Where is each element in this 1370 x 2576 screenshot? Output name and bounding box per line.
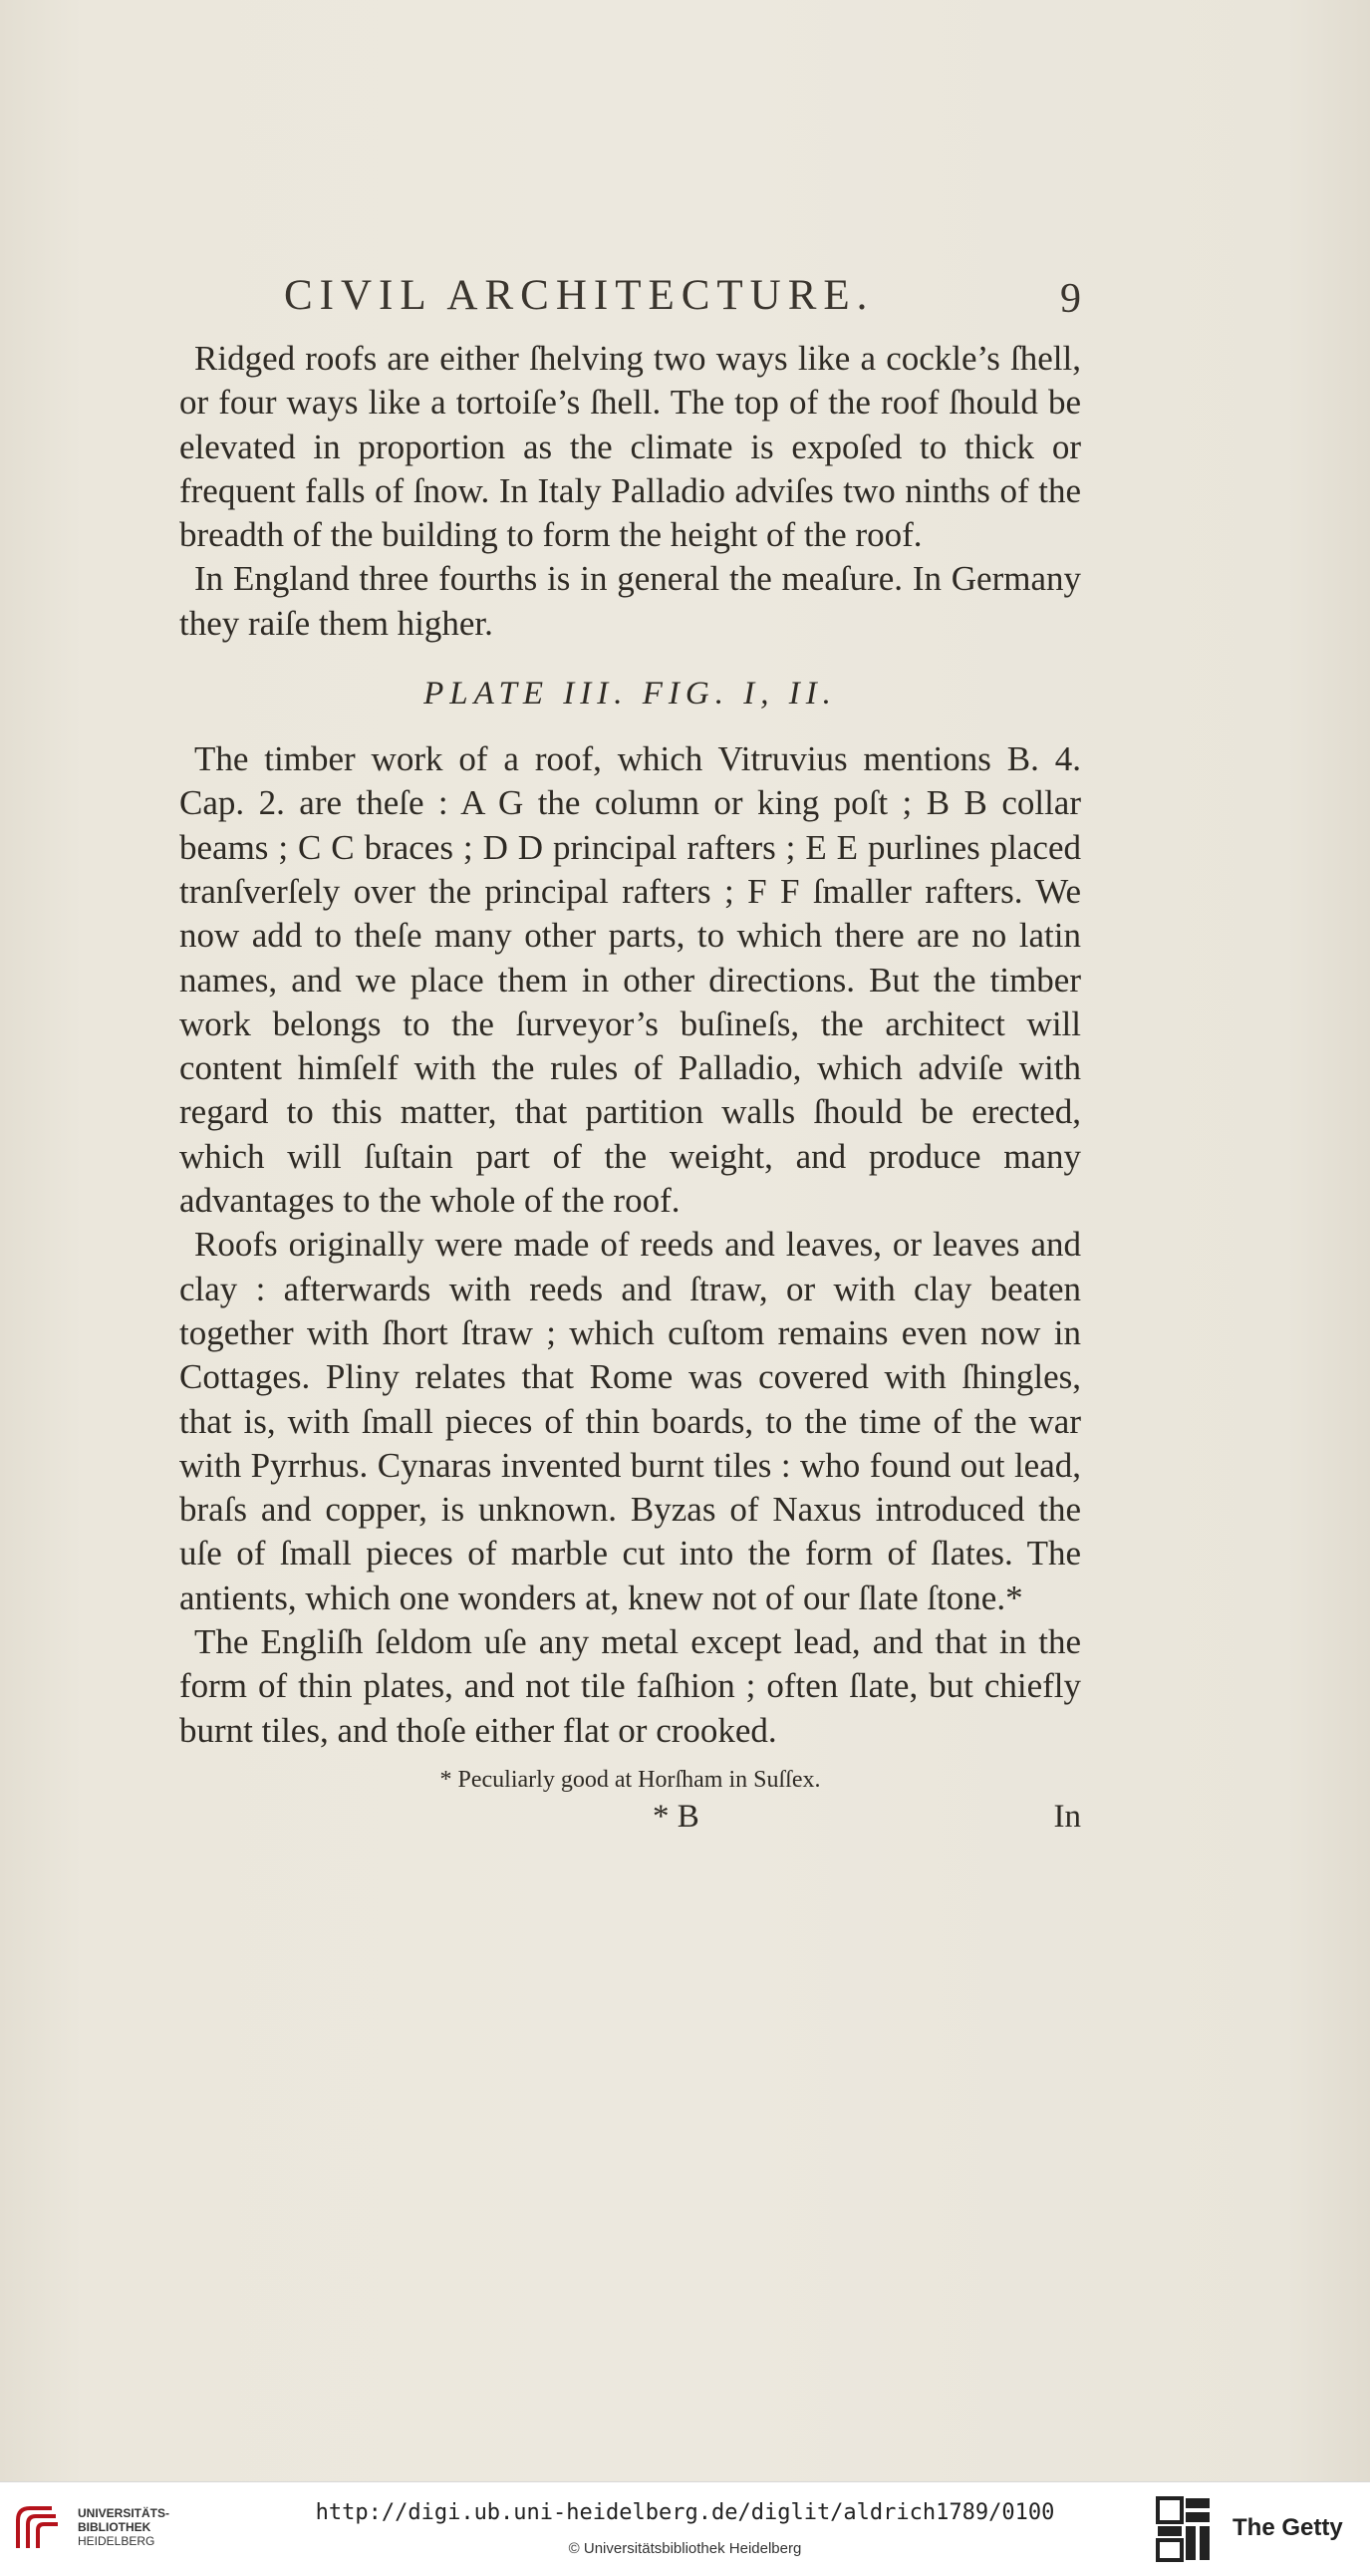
signature-line — [179, 1799, 1081, 1843]
footnote: * Peculiarly good at Horſham in Suſſex. — [439, 1766, 821, 1793]
paragraph: The Engliſh ſeldom uſe any metal except lead, and that in the form of thin plates, and not tile faſhion ; often ſlate, but chiefly burnt tiles, and thoſe either flat or crooked. — [179, 1622, 1081, 1750]
catchword: In — [1053, 1798, 1081, 1835]
library-name-line: BIBLIOTHEK — [78, 2520, 151, 2534]
page-header — [179, 271, 1081, 331]
paragraph: Ridged roofs are either ſhelving two ways like a cockle’s ſhell, or four ways like a tortoiſe’s ſhell. The top of the roof ſhould be elevated in proportion as the climate is expoſed to thick or frequent falls of ſnow. In Italy Palladio adviſes two ninths of the breadth of the building to form the height of the roof. — [179, 339, 1081, 555]
paragraph: Roofs originally were made of reeds and leaves, or leaves and clay : afterwards with reeds and ſtraw, or with clay beaten together with ſhort ſtraw ; which cuſtom remains even now in Cottages. Pliny relates that Rome was covered with ſhingles, that is, with ſmall pieces of thin boards, to the time of the war with Pyrrhus. Cynaras invented burnt tiles : who found out lead, braſs and copper, is unknown. Byzas of Naxus introduced the uſe of ſmall pieces of marble cut into the form of ſlates. The antients, which one wonders at, knew not of our ſlate ſtone.* — [179, 1225, 1081, 1617]
running-title: CIVIL ARCHITECTURE. — [284, 272, 875, 319]
paragraph: In England three fourths is in general the meaſure. In Germany they raiſe them higher. — [179, 559, 1081, 643]
plate-heading: PLATE III. FIG. I, II. — [423, 676, 837, 713]
paragraph: The timber work of a roof, which Vitruvius mentions B. 4. Cap. 2. are theſe : A G the column or king poſt ; B B collar beams ; C C braces ; D D principal rafters ; E E purlines placed tranſverſely over the principal rafters ; F F ſmaller rafters. We now add to theſe many other parts, to which there are no latin names, and we place them in other directions. But the timber work belongs to the ſurveyor’s buſineſs, the architect will content himſelf with the rules of Palladio, which adviſe with regard to this matter, that partition walls ſhould be erected, which will ſuſtain part of the weight, and produce many advantages to the whole of the roof. — [179, 739, 1081, 1221]
viewer-footer — [0, 2481, 1370, 2576]
partner-name: The Getty — [1233, 2514, 1343, 2541]
page-number: 9 — [1060, 276, 1081, 322]
permalink-url[interactable]: http://digi.ub.uni-heidelberg.de/diglit/aldrich1789/0100 — [315, 2500, 1055, 2525]
library-name-line: UNIVERSITÄTS- — [78, 2506, 170, 2520]
copyright-notice: © Universitätsbibliothek Heidelberg — [568, 2540, 802, 2557]
signature-mark: * B — [653, 1798, 699, 1835]
getty-logo-icon[interactable] — [1156, 2496, 1212, 2562]
library-name-line: HEIDELBERG — [78, 2534, 155, 2548]
body-text — [179, 337, 1081, 1843]
